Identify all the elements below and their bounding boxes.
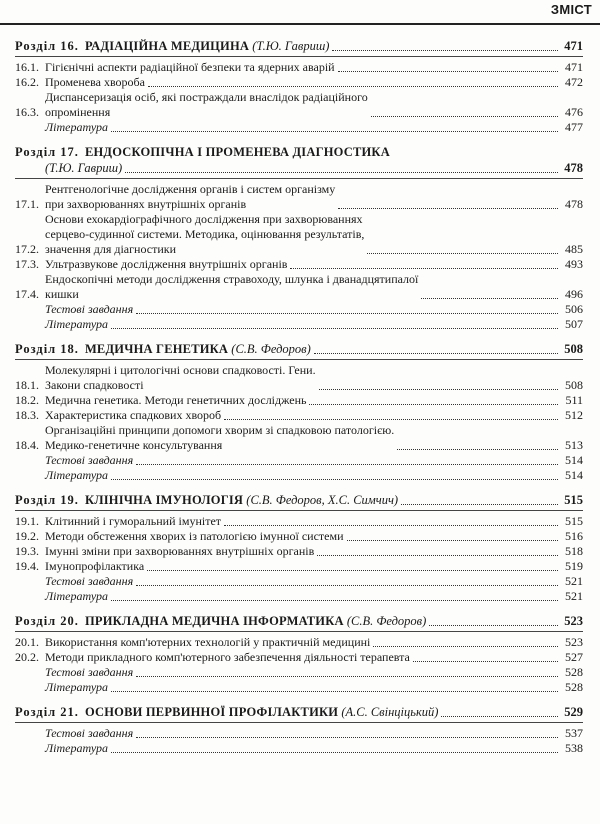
chapter-title: ЕНДОСКОПІЧНА І ПРОМЕНЕВА ДІАГНОСТИКА <box>84 145 390 159</box>
toc-chapter <box>15 704 583 756</box>
entry-number: 19.3. <box>15 544 39 558</box>
toc-entry[interactable] <box>15 529 583 544</box>
entry-label <box>45 257 561 272</box>
entry-title: Література <box>45 589 108 603</box>
chapter-number: Розділ 19. <box>15 493 79 507</box>
entry-number: 18.4. <box>15 438 39 452</box>
dot-leader <box>125 172 558 173</box>
chapter-rule <box>15 56 583 57</box>
entry-label <box>45 212 561 257</box>
chapter-title: КЛІНІЧНА ІМУНОЛОГІЯ <box>84 493 244 507</box>
entry-title: Диспансеризація осіб, які постраждали внаслідок радіаційного опромінення <box>45 90 368 119</box>
entry-label <box>15 317 561 332</box>
toc-entry[interactable] <box>15 635 583 650</box>
entry-title: Тестові завдання <box>45 302 134 316</box>
entry-label <box>45 182 561 212</box>
chapter-number: Розділ 16. <box>15 39 79 53</box>
entry-number: 17.2. <box>15 242 39 256</box>
entry-number: 17.3. <box>15 257 39 271</box>
dot-leader <box>136 313 558 314</box>
dot-leader <box>347 540 559 541</box>
entry-title: Ультразвукове дослідження внутрішніх органів <box>45 257 288 271</box>
entry-label <box>45 393 561 408</box>
chapter-title: ПРИКЛАДНА МЕДИЧНА ІНФОРМАТИКА <box>84 614 344 628</box>
chapter-heading-text <box>15 704 438 720</box>
chapter-title: МЕДИЧНА ГЕНЕТИКА <box>84 342 229 356</box>
chapter-heading[interactable] <box>15 704 583 720</box>
entry-title: Методи обстеження хворих із патологією імунної системи <box>45 529 344 543</box>
entry-title: Тестові завдання <box>45 665 134 679</box>
chapter-heading-label <box>15 704 561 720</box>
entry-page-number: 507 <box>565 317 583 331</box>
entry-number: 18.2. <box>15 393 39 407</box>
dot-leader <box>224 419 558 420</box>
toc-entry[interactable] <box>15 75 583 90</box>
entry-page-number: 512 <box>565 408 583 422</box>
dot-leader <box>136 676 558 677</box>
entry-label <box>45 423 561 453</box>
entry-title: Клітинний і гуморальний імунітет <box>45 514 222 528</box>
chapter-heading[interactable] <box>15 341 583 357</box>
chapter-heading[interactable] <box>15 38 583 54</box>
entry-number: 17.4. <box>15 287 39 301</box>
entry-label <box>45 514 561 529</box>
entry-number: 16.3. <box>15 105 39 119</box>
chapter-number: Розділ 20. <box>15 614 79 628</box>
chapter-heading-text <box>15 38 329 54</box>
chapter-heading[interactable] <box>15 613 583 629</box>
dot-leader <box>371 116 558 117</box>
chapter-heading-label <box>15 38 561 54</box>
chapter-page-number: 508 <box>564 342 583 356</box>
chapter-rule <box>15 722 583 723</box>
dot-leader <box>136 737 558 738</box>
toc-entry[interactable] <box>15 272 583 302</box>
dot-leader <box>290 268 558 269</box>
chapter-author: (С.В. Федоров, Х.С. Симчич) <box>246 493 399 507</box>
entry-page-number: 514 <box>565 468 583 482</box>
entry-page-number: 496 <box>565 287 583 301</box>
dot-leader <box>429 625 558 626</box>
entry-page-number: 508 <box>565 378 583 392</box>
dot-leader <box>441 716 558 717</box>
toc-chapter <box>15 38 583 135</box>
entry-title: Методи прикладного комп'ютерного забезпечення діяльності терапевта <box>45 650 410 664</box>
entry-label <box>15 302 561 317</box>
toc-chapter <box>15 613 583 695</box>
entry-page-number: 511 <box>565 393 583 407</box>
entry-page-number: 528 <box>565 680 583 694</box>
dot-leader <box>111 328 558 329</box>
toc-entry[interactable] <box>15 559 583 574</box>
entry-page-number: 476 <box>565 105 583 119</box>
entry-page-number: 527 <box>565 650 583 664</box>
entry-page-number: 521 <box>565 574 583 588</box>
dot-leader <box>421 298 558 299</box>
entry-title: Література <box>45 120 108 134</box>
entry-title: Література <box>45 317 108 331</box>
entry-number: 18.1. <box>15 378 39 392</box>
chapter-page-number: 515 <box>564 493 583 507</box>
chapter-rule <box>15 359 583 360</box>
page-header-title: ЗМІСТ <box>550 2 592 17</box>
entry-label <box>45 90 561 120</box>
dot-leader <box>111 479 558 480</box>
entry-label <box>45 272 561 302</box>
header-rule <box>0 23 600 25</box>
chapter-title: РАДІАЦІЙНА МЕДИЦИНА <box>84 39 250 53</box>
chapter-page-number: 523 <box>564 614 583 628</box>
table-of-contents <box>15 38 583 765</box>
chapter-heading[interactable] <box>15 144 583 160</box>
toc-entry[interactable] <box>15 90 583 120</box>
chapter-heading-label <box>15 160 561 176</box>
chapter-heading-text <box>15 341 311 357</box>
entry-title: Променева хвороба <box>45 75 145 89</box>
entry-title: Медична генетика. Методи генетичних досліджень <box>45 393 307 407</box>
entry-label <box>15 453 561 468</box>
entry-label <box>15 589 561 604</box>
entry-number: 20.2. <box>15 650 39 664</box>
entry-page-number: 471 <box>565 60 583 74</box>
chapter-rule <box>15 178 583 179</box>
toc-entry[interactable] <box>15 393 583 408</box>
toc-entry[interactable] <box>15 60 583 75</box>
entry-label <box>45 75 561 90</box>
dot-leader <box>338 208 558 209</box>
entry-title: Література <box>45 680 108 694</box>
toc-extra-entry[interactable] <box>15 453 583 468</box>
dot-leader <box>111 600 558 601</box>
chapter-number: Розділ 21. <box>15 705 79 719</box>
entry-title: Організаційні принципи допомоги хворим зі спадковою патологією. Медико-генетичне консультування <box>45 423 395 452</box>
entry-label <box>15 120 561 135</box>
entry-number: 19.1. <box>15 514 39 528</box>
chapter-number: Розділ 17. <box>15 145 79 159</box>
dot-leader <box>319 389 558 390</box>
chapter-heading-text <box>15 144 390 160</box>
dot-leader <box>317 555 558 556</box>
entry-title: Характеристика спадкових хвороб <box>45 408 222 422</box>
entry-number: 17.1. <box>15 197 39 211</box>
toc-extra-entry[interactable] <box>15 680 583 695</box>
chapter-heading-continuation[interactable] <box>15 160 583 176</box>
entry-label <box>45 559 561 574</box>
entry-page-number: 537 <box>565 726 583 740</box>
toc-chapter <box>15 144 583 332</box>
toc-extra-entry[interactable] <box>15 120 583 135</box>
chapter-author: (С.В. Федоров) <box>346 614 427 628</box>
chapter-rule <box>15 510 583 511</box>
entry-title: Тестові завдання <box>45 726 134 740</box>
entry-title: Імунні зміни при захворюваннях внутрішніх органів <box>45 544 315 558</box>
toc-entry[interactable] <box>15 408 583 423</box>
toc-extra-entry[interactable] <box>15 741 583 756</box>
chapter-author: (А.С. Свінціцький) <box>341 705 439 719</box>
chapter-title: ОСНОВИ ПЕРВИННОЇ ПРОФІЛАКТИКИ <box>84 705 339 719</box>
dot-leader <box>148 86 558 87</box>
toc-extra-entry[interactable] <box>15 317 583 332</box>
entry-title: Література <box>45 741 108 755</box>
chapter-heading-text <box>15 492 398 508</box>
entry-title: Гігієнічні аспекти радіаційної безпеки та ядерних аварій <box>45 60 335 74</box>
entry-label <box>45 650 561 665</box>
toc-entry[interactable] <box>15 182 583 212</box>
entry-title: Імунопрофілактика <box>45 559 145 573</box>
entry-page-number: 538 <box>565 741 583 755</box>
chapter-author: (Т.Ю. Гавриш) <box>45 161 123 175</box>
toc-extra-entry[interactable] <box>15 302 583 317</box>
entry-page-number: 506 <box>565 302 583 316</box>
entry-number: 20.1. <box>15 635 39 649</box>
toc-entry[interactable] <box>15 514 583 529</box>
chapter-page-number: 529 <box>564 705 583 719</box>
entry-title: Тестові завдання <box>45 574 134 588</box>
entry-page-number: 477 <box>565 120 583 134</box>
toc-extra-entry[interactable] <box>15 665 583 680</box>
chapter-author: (С.В. Федоров) <box>231 342 311 356</box>
toc-entry[interactable] <box>15 544 583 559</box>
dot-leader <box>332 50 558 51</box>
dot-leader <box>136 585 558 586</box>
entry-page-number: 472 <box>565 75 583 89</box>
toc-extra-entry[interactable] <box>15 574 583 589</box>
entry-page-number: 513 <box>565 438 583 452</box>
dot-leader <box>397 449 558 450</box>
entry-page-number: 523 <box>565 635 583 649</box>
dot-leader <box>401 504 558 505</box>
toc-entry[interactable] <box>15 363 583 393</box>
chapter-number: Розділ 18. <box>15 342 79 356</box>
entry-page-number: 519 <box>565 559 583 573</box>
dot-leader <box>314 353 558 354</box>
entry-label <box>45 635 561 650</box>
entry-number: 16.1. <box>15 60 39 74</box>
entry-title: Рентгенологічне дослідження органів і систем організму при захворюваннях внутрішніх органів <box>45 182 336 211</box>
chapter-page-number: 478 <box>564 161 583 175</box>
dot-leader <box>224 525 558 526</box>
chapter-author: (Т.Ю. Гавриш) <box>252 39 330 53</box>
dot-leader <box>373 646 558 647</box>
toc-extra-entry[interactable] <box>15 726 583 741</box>
chapter-rule <box>15 631 583 632</box>
chapter-heading[interactable] <box>15 492 583 508</box>
entry-title: Використання комп'ютерних технологій у практичній медицині <box>45 635 371 649</box>
chapter-page-number: 471 <box>564 39 583 53</box>
entry-title: Основи ехокардіографічного дослідження при захворюваннях серцево-судинної системи. Методика, оцінювання результатів, значення для діагностики <box>45 212 365 256</box>
entry-number: 19.4. <box>15 559 39 573</box>
entry-label <box>15 726 561 741</box>
entry-number: 16.2. <box>15 75 39 89</box>
toc-entry[interactable] <box>15 212 583 257</box>
chapter-heading-label <box>15 341 561 357</box>
dot-leader <box>111 691 558 692</box>
entry-label <box>45 529 561 544</box>
entry-label <box>15 741 561 756</box>
entry-label <box>45 544 561 559</box>
entry-title: Молекулярні і цитологічні основи спадковості. Гени. Закони спадковості <box>45 363 316 392</box>
dot-leader <box>111 752 558 753</box>
entry-title: Література <box>45 468 108 482</box>
entry-page-number: 493 <box>565 257 583 271</box>
entry-label <box>45 363 561 393</box>
entry-page-number: 521 <box>565 589 583 603</box>
toc-extra-entry[interactable] <box>15 589 583 604</box>
toc-chapter <box>15 492 583 604</box>
dot-leader <box>413 661 558 662</box>
entry-label <box>45 408 561 423</box>
entry-title: Тестові завдання <box>45 453 134 467</box>
dot-leader <box>338 71 558 72</box>
chapter-heading-label <box>15 144 583 160</box>
entry-number: 19.2. <box>15 529 39 543</box>
toc-extra-entry[interactable] <box>15 468 583 483</box>
toc-chapter <box>15 341 583 483</box>
entry-label <box>15 680 561 695</box>
entry-label <box>15 468 561 483</box>
toc-entry[interactable] <box>15 650 583 665</box>
dot-leader <box>367 253 558 254</box>
toc-entry[interactable] <box>15 423 583 453</box>
dot-leader <box>111 131 558 132</box>
entry-page-number: 478 <box>565 197 583 211</box>
entry-page-number: 515 <box>565 514 583 528</box>
dot-leader <box>136 464 558 465</box>
chapter-heading-label <box>15 613 561 629</box>
entry-page-number: 516 <box>565 529 583 543</box>
chapter-heading-text <box>15 160 122 176</box>
chapter-heading-label <box>15 492 561 508</box>
entry-page-number: 528 <box>565 665 583 679</box>
entry-label <box>15 665 561 680</box>
toc-entry[interactable] <box>15 257 583 272</box>
entry-page-number: 485 <box>565 242 583 256</box>
entry-number: 18.3. <box>15 408 39 422</box>
dot-leader <box>309 404 558 405</box>
chapter-heading-text <box>15 613 426 629</box>
dot-leader <box>147 570 558 571</box>
entry-label <box>45 60 561 75</box>
entry-page-number: 518 <box>565 544 583 558</box>
entry-title: Ендоскопічні методи дослідження стравоходу, шлунка і дванадцятипалої кишки <box>45 272 419 301</box>
entry-label <box>15 574 561 589</box>
entry-page-number: 514 <box>565 453 583 467</box>
